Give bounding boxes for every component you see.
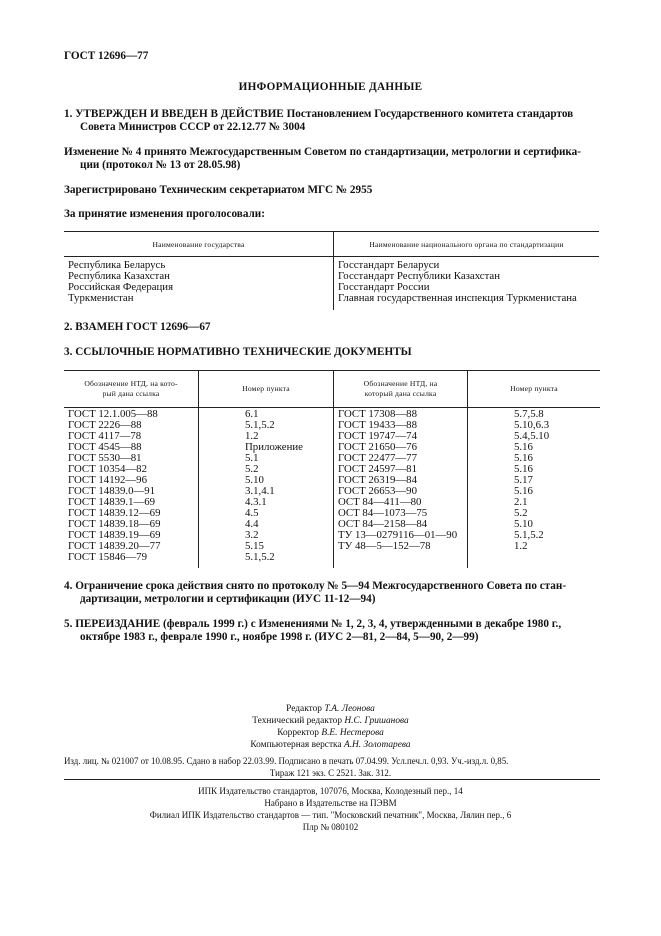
- ref-doc-left: ГОСТ 14839.18—69: [68, 518, 161, 530]
- ref-doc-right: ГОСТ 24597—81: [338, 463, 417, 475]
- ref-doc-right: ОСТ 84—411—80: [338, 496, 422, 508]
- section-5-line-1: 5. ПЕРЕИЗДАНИЕ (февраль 1999 г.) с Изменениями № 1, 2, 3, 4, утвержденными в декабре 1980 г.,: [64, 618, 562, 630]
- imprint-rule: [64, 779, 600, 780]
- credit-corrector: [0, 727, 661, 739]
- ref-doc-left: ГОСТ 14839.1—69: [68, 496, 156, 508]
- ref-table-divider: [333, 370, 334, 568]
- vote-body: Госстандарт России: [338, 281, 430, 293]
- ref-item-left: 5.15: [245, 540, 264, 552]
- vote-body: Госстандарт Беларуси: [338, 259, 440, 271]
- ref-item-right: 5.10: [514, 518, 533, 530]
- ref-doc-right: ГОСТ 26653—90: [338, 485, 417, 497]
- credit-editor-role: Редактор: [286, 704, 322, 714]
- ref-table-divider: [198, 370, 199, 568]
- section-5-line-2: октябре 1983 г., феврале 1990 г., ноябре 1998 г. (ИУС 2—81, 2—84, 5—90, 2—99): [80, 631, 479, 643]
- ref-header-doc-right: Обозначение НТД, на: [363, 379, 438, 388]
- publisher-line-2: Набрано в Издательстве на ПЭВМ: [264, 798, 397, 808]
- credit-corrector-name: В.Е. Нестерова: [321, 728, 384, 738]
- ref-doc-right: ГОСТ 22477—77: [338, 452, 417, 464]
- voted-heading: За принятие изменения проголосовали:: [64, 208, 265, 220]
- amendment-line-2: ции (протокол № 13 от 28.05.98): [80, 159, 241, 171]
- ref-doc-right: ТУ 13—0279116—01—90: [338, 529, 458, 541]
- amendment-line-1: Изменение № 4 принято Межгосударственным Советом по стандартизации, метрологии и сертифика-: [64, 146, 581, 158]
- print-info-line-1: Изд. лиц. № 021007 от 10.08.95. Сдано в набор 22.03.99. Подписано в печать 07.04.99. Усл.печ.л. 0,93. Уч.-изд.л. 0,85.: [64, 756, 509, 766]
- ref-item-right: 5.2: [514, 507, 528, 519]
- credit-tech-editor: [0, 715, 661, 727]
- ref-doc-left: ГОСТ 2226—88: [68, 419, 142, 431]
- section-4-line-2: дартизации, метрологии и сертификации (ИУС 11-12—94): [80, 593, 376, 605]
- ref-table-top-rule: [64, 370, 600, 371]
- ref-doc-right: ГОСТ 21650—76: [338, 441, 417, 453]
- vote-table-header-rule: [64, 256, 599, 257]
- vote-header-body: Наименование национального органа по стандартизации: [369, 240, 564, 249]
- ref-item-right: 5.16: [514, 441, 533, 453]
- ref-table-divider: [467, 370, 468, 568]
- vote-state: Туркменистан: [68, 292, 134, 304]
- vote-body: Главная государственная инспекция Туркменистана: [338, 292, 577, 304]
- ref-item-right: 5.7,5.8: [514, 408, 544, 420]
- page-title: ИНФОРМАЦИОННЫЕ ДАННЫЕ: [238, 81, 423, 93]
- ref-item-right: 5.17: [514, 474, 533, 486]
- ref-item-right: 5.1,5.2: [514, 529, 544, 541]
- section-2: 2. ВЗАМЕН ГОСТ 12696—67: [64, 321, 211, 333]
- ref-item-left: 5.1: [245, 452, 259, 464]
- ref-doc-left: ГОСТ 4545—88: [68, 441, 142, 453]
- ref-item-left: 3.1,4.1: [245, 485, 275, 497]
- credit-editor: [0, 703, 661, 715]
- ref-doc-left: ГОСТ 4117—78: [68, 430, 142, 442]
- ref-doc-left: ГОСТ 14839.0—91: [68, 485, 156, 497]
- publisher-line-4: Плр № 080102: [302, 822, 359, 832]
- ref-doc-right: ТУ 48—5—152—78: [338, 540, 431, 552]
- ref-item-left: 4.4: [245, 518, 259, 530]
- ref-item-right: 5.16: [514, 452, 533, 464]
- ref-item-right: 5.16: [514, 485, 533, 497]
- ref-item-right: 1.2: [514, 540, 528, 552]
- ref-item-left: 5.1,5.2: [245, 551, 275, 563]
- ref-item-right: 5.16: [514, 463, 533, 475]
- section-3: 3. ССЫЛОЧНЫЕ НОРМАТИВНО ТЕХНИЧЕСКИЕ ДОКУМЕНТЫ: [64, 346, 412, 358]
- publisher-line-1: ИПК Издательство стандартов, 107076, Москва, Колодезный пер., 14: [198, 786, 463, 796]
- ref-item-right: 5.10,6.3: [514, 419, 550, 431]
- ref-item-left: 4.5: [245, 507, 259, 519]
- ref-item-left: 3.2: [245, 529, 259, 541]
- ref-item-left: Приложение: [245, 441, 303, 453]
- ref-doc-left: ГОСТ 14839.20—77: [68, 540, 161, 552]
- registration-note: Зарегистрировано Техническим секретариатом МГС № 2955: [64, 184, 373, 196]
- ref-item-left: 5.1,5.2: [245, 419, 275, 431]
- ref-header-doc-left: рый дана ссылка: [102, 389, 160, 398]
- credit-editor-name: Т.А. Леонова: [324, 704, 375, 714]
- ref-item-left: 5.2: [245, 463, 259, 475]
- section-4-line-1: 4. Ограничение срока действия снято по протоколу № 5—94 Межгосударственного Совета по стан-: [64, 580, 567, 592]
- ref-header-doc-left: Обозначение НТД, на кото-: [84, 379, 178, 388]
- ref-item-left: 5.10: [245, 474, 264, 486]
- vote-state: Российская Федерация: [68, 281, 174, 293]
- ref-doc-left: ГОСТ 14839.12—69: [68, 507, 161, 519]
- publisher-line-3: Филиал ИПК Издательство стандартов — тип. "Московский печатник", Москва, Лялин пер., 6: [149, 810, 512, 820]
- ref-item-right: 5.4,5.10: [514, 430, 550, 442]
- vote-body: Госстандарт Республики Казахстан: [338, 270, 500, 282]
- credit-layout: [0, 739, 661, 751]
- credit-layout-role: Компьютерная верстка: [250, 740, 342, 750]
- section-1-line-1: 1. УТВЕРЖДЕН И ВВЕДЕН В ДЕЙСТВИЕ Постановлением Государственного комитета стандартов: [64, 108, 574, 120]
- ref-item-right: 2.1: [514, 496, 528, 508]
- ref-doc-left: ГОСТ 5530—81: [68, 452, 142, 464]
- ref-doc-left: ГОСТ 15846—79: [68, 551, 147, 563]
- ref-item-left: 6.1: [245, 408, 259, 420]
- vote-state: Республика Беларусь: [68, 259, 166, 271]
- section-1-line-2: Совета Министров СССР от 22.12.77 № 3004: [80, 121, 306, 133]
- ref-doc-right: ОСТ 84—2158—84: [338, 518, 428, 530]
- ref-header-item-right: Номер пункта: [510, 384, 558, 393]
- ref-doc-right: ОСТ 84—1073—75: [338, 507, 428, 519]
- ref-doc-left: ГОСТ 12.1.005—88: [68, 408, 158, 420]
- ref-doc-right: ГОСТ 19747—74: [338, 430, 417, 442]
- vote-table-top-rule: [64, 231, 599, 232]
- credit-corrector-role: Корректор: [277, 728, 319, 738]
- ref-doc-right: ГОСТ 19433—88: [338, 419, 417, 431]
- credit-layout-name: А.Н. Золотарева: [343, 740, 411, 750]
- ref-item-left: 1.2: [245, 430, 259, 442]
- vote-state: Республика Казахстан: [68, 270, 170, 282]
- ref-doc-left: ГОСТ 14839.19—69: [68, 529, 161, 541]
- ref-doc-left: ГОСТ 14192—96: [68, 474, 147, 486]
- ref-header-item-left: Номер пункта: [242, 384, 290, 393]
- vote-header-state: Наименование государства: [152, 240, 245, 249]
- ref-header-doc-right: который дана ссылка: [364, 389, 437, 398]
- credit-tech-name: Н.С. Гришанова: [344, 716, 409, 726]
- ref-item-left: 4.3.1: [245, 496, 267, 508]
- document-code: ГОСТ 12696—77: [64, 50, 149, 62]
- ref-doc-right: ГОСТ 17308—88: [338, 408, 417, 420]
- ref-doc-left: ГОСТ 10354—82: [68, 463, 147, 475]
- print-info-line-2: Тираж 121 экз. С 2521. Зак. 312.: [269, 768, 392, 778]
- ref-doc-right: ГОСТ 26319—84: [338, 474, 417, 486]
- credit-tech-role: Технический редактор: [252, 716, 343, 726]
